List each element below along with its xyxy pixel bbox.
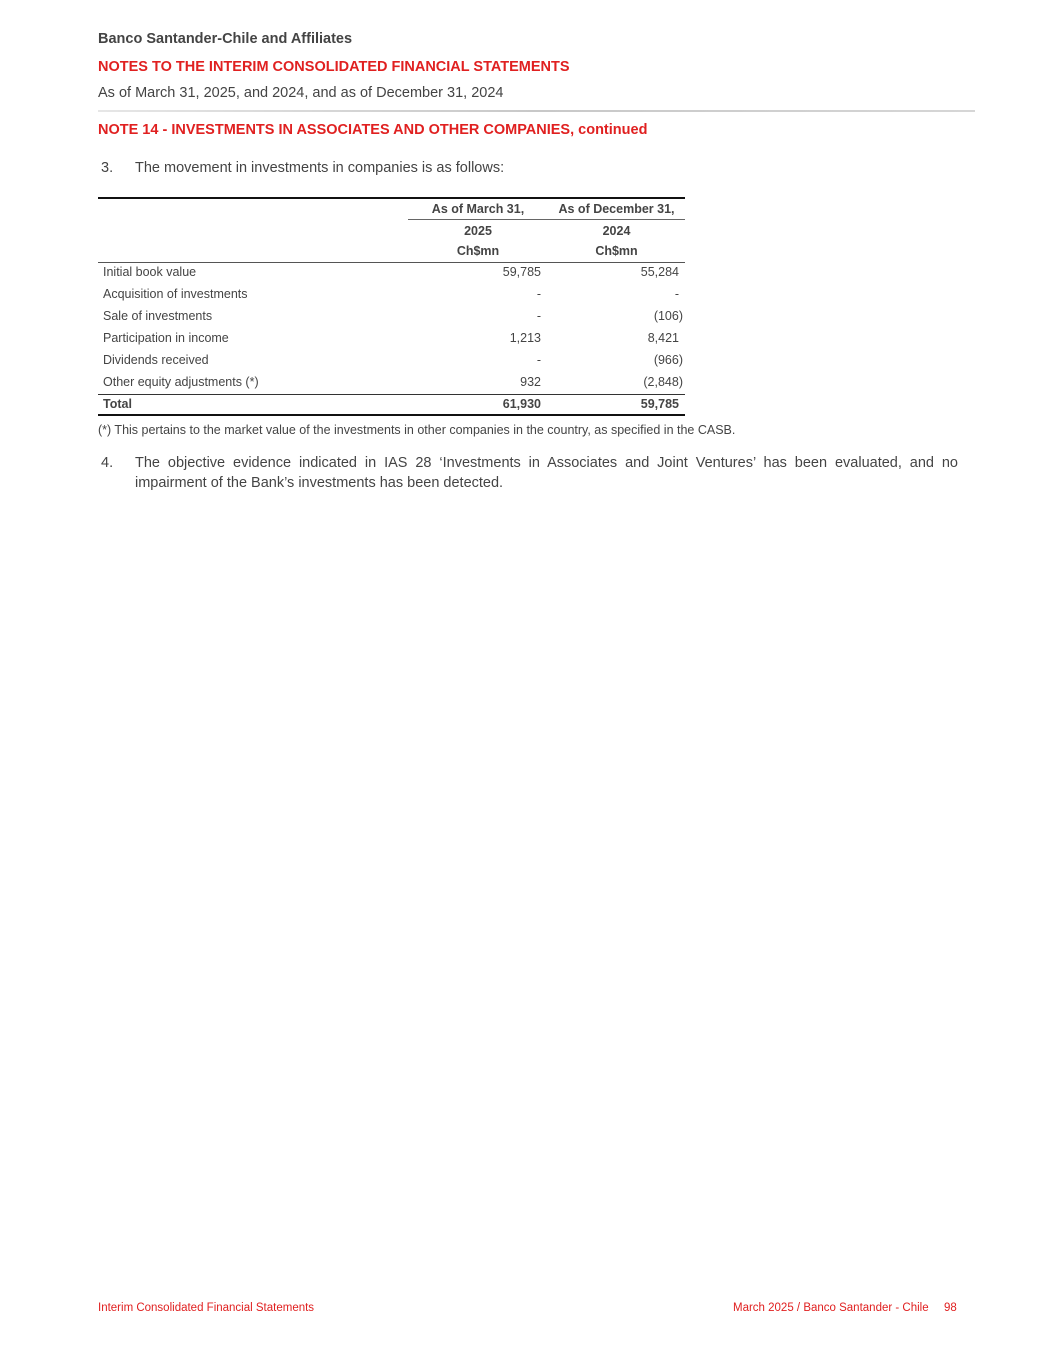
table-row xyxy=(98,307,685,329)
total-value-2024: 59,785 xyxy=(640,397,679,411)
header-separator xyxy=(408,219,685,220)
item-4 xyxy=(98,453,958,497)
row-value-2024: (106) xyxy=(653,309,683,323)
row-label: Participation in income xyxy=(103,331,229,345)
row-value-2025: - xyxy=(536,287,541,301)
col2-year-header: 2024 xyxy=(602,224,631,238)
table-row xyxy=(98,351,685,373)
col1-year-header: 2025 xyxy=(464,224,492,238)
date-line: As of March 31, 2025, and 2024, and as of December 31, 2024 xyxy=(98,85,504,101)
note-heading: NOTE 14 - INVESTMENTS IN ASSOCIATES AND OTHER COMPANIES, continued xyxy=(98,122,648,138)
col1-unit-header: Ch$mn xyxy=(456,244,500,258)
item-4-text: The objective evidence indicated in IAS 28 ‘Investments in Associates and Joint Ventures’ has been evaluated, and no impairment of the Bank’s investments has been detected. xyxy=(135,455,958,491)
row-value-2025: - xyxy=(536,309,541,323)
row-value-2024: - xyxy=(674,287,679,301)
total-bottom-rule xyxy=(98,414,685,416)
page-number: 98 xyxy=(944,1302,957,1314)
row-value-2024: (966) xyxy=(653,353,683,367)
row-value-2025: 59,785 xyxy=(502,265,541,279)
row-value-2025: 1,213 xyxy=(509,331,541,345)
item-3-number: 3. xyxy=(101,160,114,176)
footer-period-bank: March 2025 / Banco Santander - Chile xyxy=(733,1302,929,1314)
table-row xyxy=(98,263,685,285)
col2-unit-header: Ch$mn xyxy=(595,244,638,258)
item-3-text: The movement in investments in companies is as follows: xyxy=(135,160,505,176)
company-name: Banco Santander-Chile and Affiliates xyxy=(98,31,353,47)
row-label: Initial book value xyxy=(103,265,197,279)
row-value-2024: (2,848) xyxy=(643,375,683,389)
item-3 xyxy=(98,158,958,180)
row-label: Acquisition of investments xyxy=(103,287,248,301)
footer-document-title: Interim Consolidated Financial Statements xyxy=(98,1302,315,1314)
row-value-2025: - xyxy=(536,353,541,367)
table-row xyxy=(98,329,685,351)
row-value-2025: 932 xyxy=(520,375,541,389)
col2-period-header: As of December 31, xyxy=(558,202,675,216)
table-row xyxy=(98,285,685,307)
row-label: Other equity adjustments (*) xyxy=(103,375,259,389)
row-value-2024: 55,284 xyxy=(640,265,679,279)
col1-period-header: As of March 31, xyxy=(431,202,525,216)
notes-title: NOTES TO THE INTERIM CONSOLIDATED FINANCIAL STATEMENTS xyxy=(98,59,570,75)
header-divider xyxy=(98,110,975,112)
table-row xyxy=(98,373,685,395)
item-4-number: 4. xyxy=(101,455,114,471)
row-value-2024: 8,421 xyxy=(647,331,679,345)
row-label: Dividends received xyxy=(103,353,209,367)
table-footnote: (*) This pertains to the market value of the investments in other companies in the country, as specified in the CASB. xyxy=(98,423,736,437)
total-value-2025: 61,930 xyxy=(502,397,541,411)
total-label: Total xyxy=(103,397,132,411)
table-top-rule xyxy=(98,197,685,199)
row-label: Sale of investments xyxy=(103,309,213,323)
